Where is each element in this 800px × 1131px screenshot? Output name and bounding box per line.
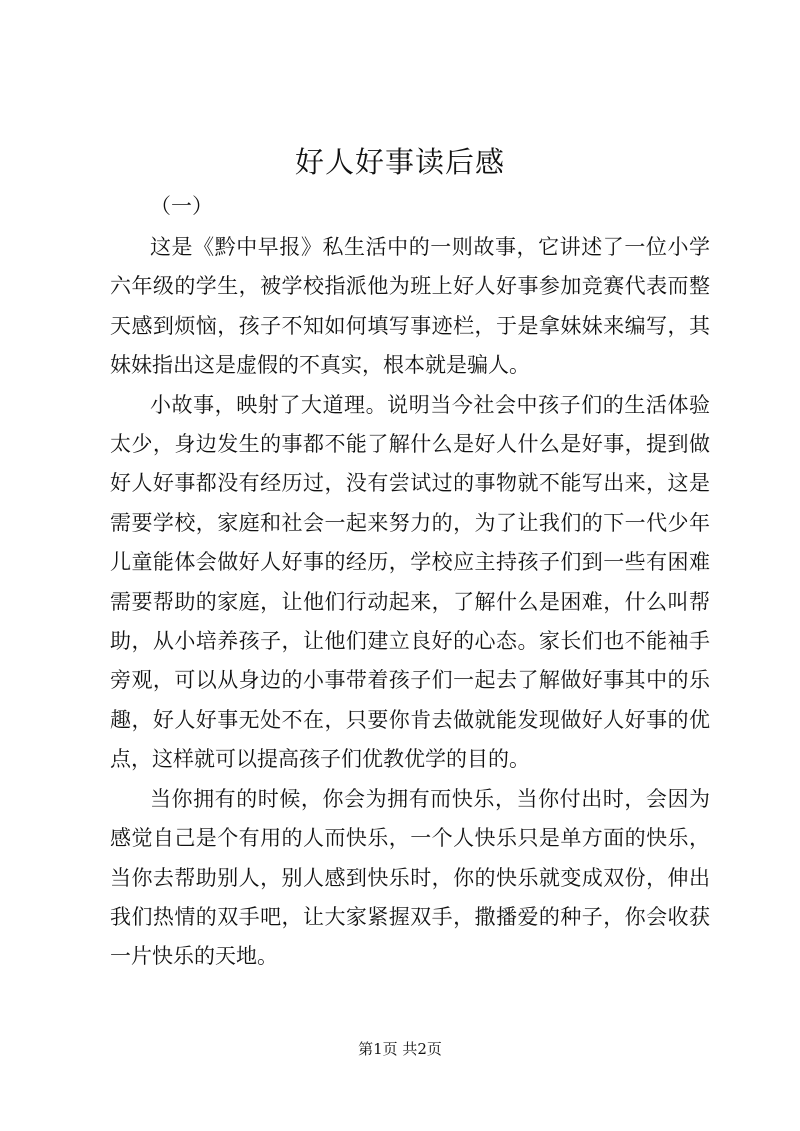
page-footer: 第1页 共2页 (358, 1040, 442, 1058)
paragraph-2: 小故事，映射了大道理。说明当今社会中孩子们的生活体验太少，身边发生的事都不能了解什么是好人什么是好事，提到做好人好事都没有经历过，没有尝试过的事物就不能写出来，这是需要学校，家庭和社会一起来努力的，为了让我们的下一代少年儿童能体会做好人好事的经历，学校应主持孩子们到一些有困难需要帮助的家庭，让他们行动起来，了解什么是困难，什么叫帮助，从小培养孩子，让他们建立良好的心态。家长们也不能袖手旁观，可以从身边的小事带着孩子们一起去了解做好事其中的乐趣，好人好事无处不在，只要你肯去做就能发现做好人好事的优点，这样就可以提高孩子们优教优学的目的。 (110, 392, 710, 772)
document-title: 好人好事读后感 (294, 145, 505, 179)
paragraph-3: 当你拥有的时候，你会为拥有而快乐，当你付出时，会因为感觉自己是个有用的人而快乐，一个人快乐只是单方面的快乐，当你去帮助别人，别人感到快乐时，你的快乐就变成双份，伸出我们热情的双手吧，让大家紧握双手，撒播爱的种子，你会收获一片快乐的天地。 (110, 786, 710, 969)
paragraph-1: 这是《黔中早报》私生活中的一则故事，它讲述了一位小学六年级的学生，被学校指派他为班上好人好事参加竞赛代表而整天感到烦恼，孩子不知如何填写事迹栏，于是拿妹妹来编写，其妹妹指出这是虚假的不真实，根本就是骗人。 (110, 235, 710, 378)
document-body (110, 228, 710, 977)
section-label: （一） (150, 194, 213, 218)
